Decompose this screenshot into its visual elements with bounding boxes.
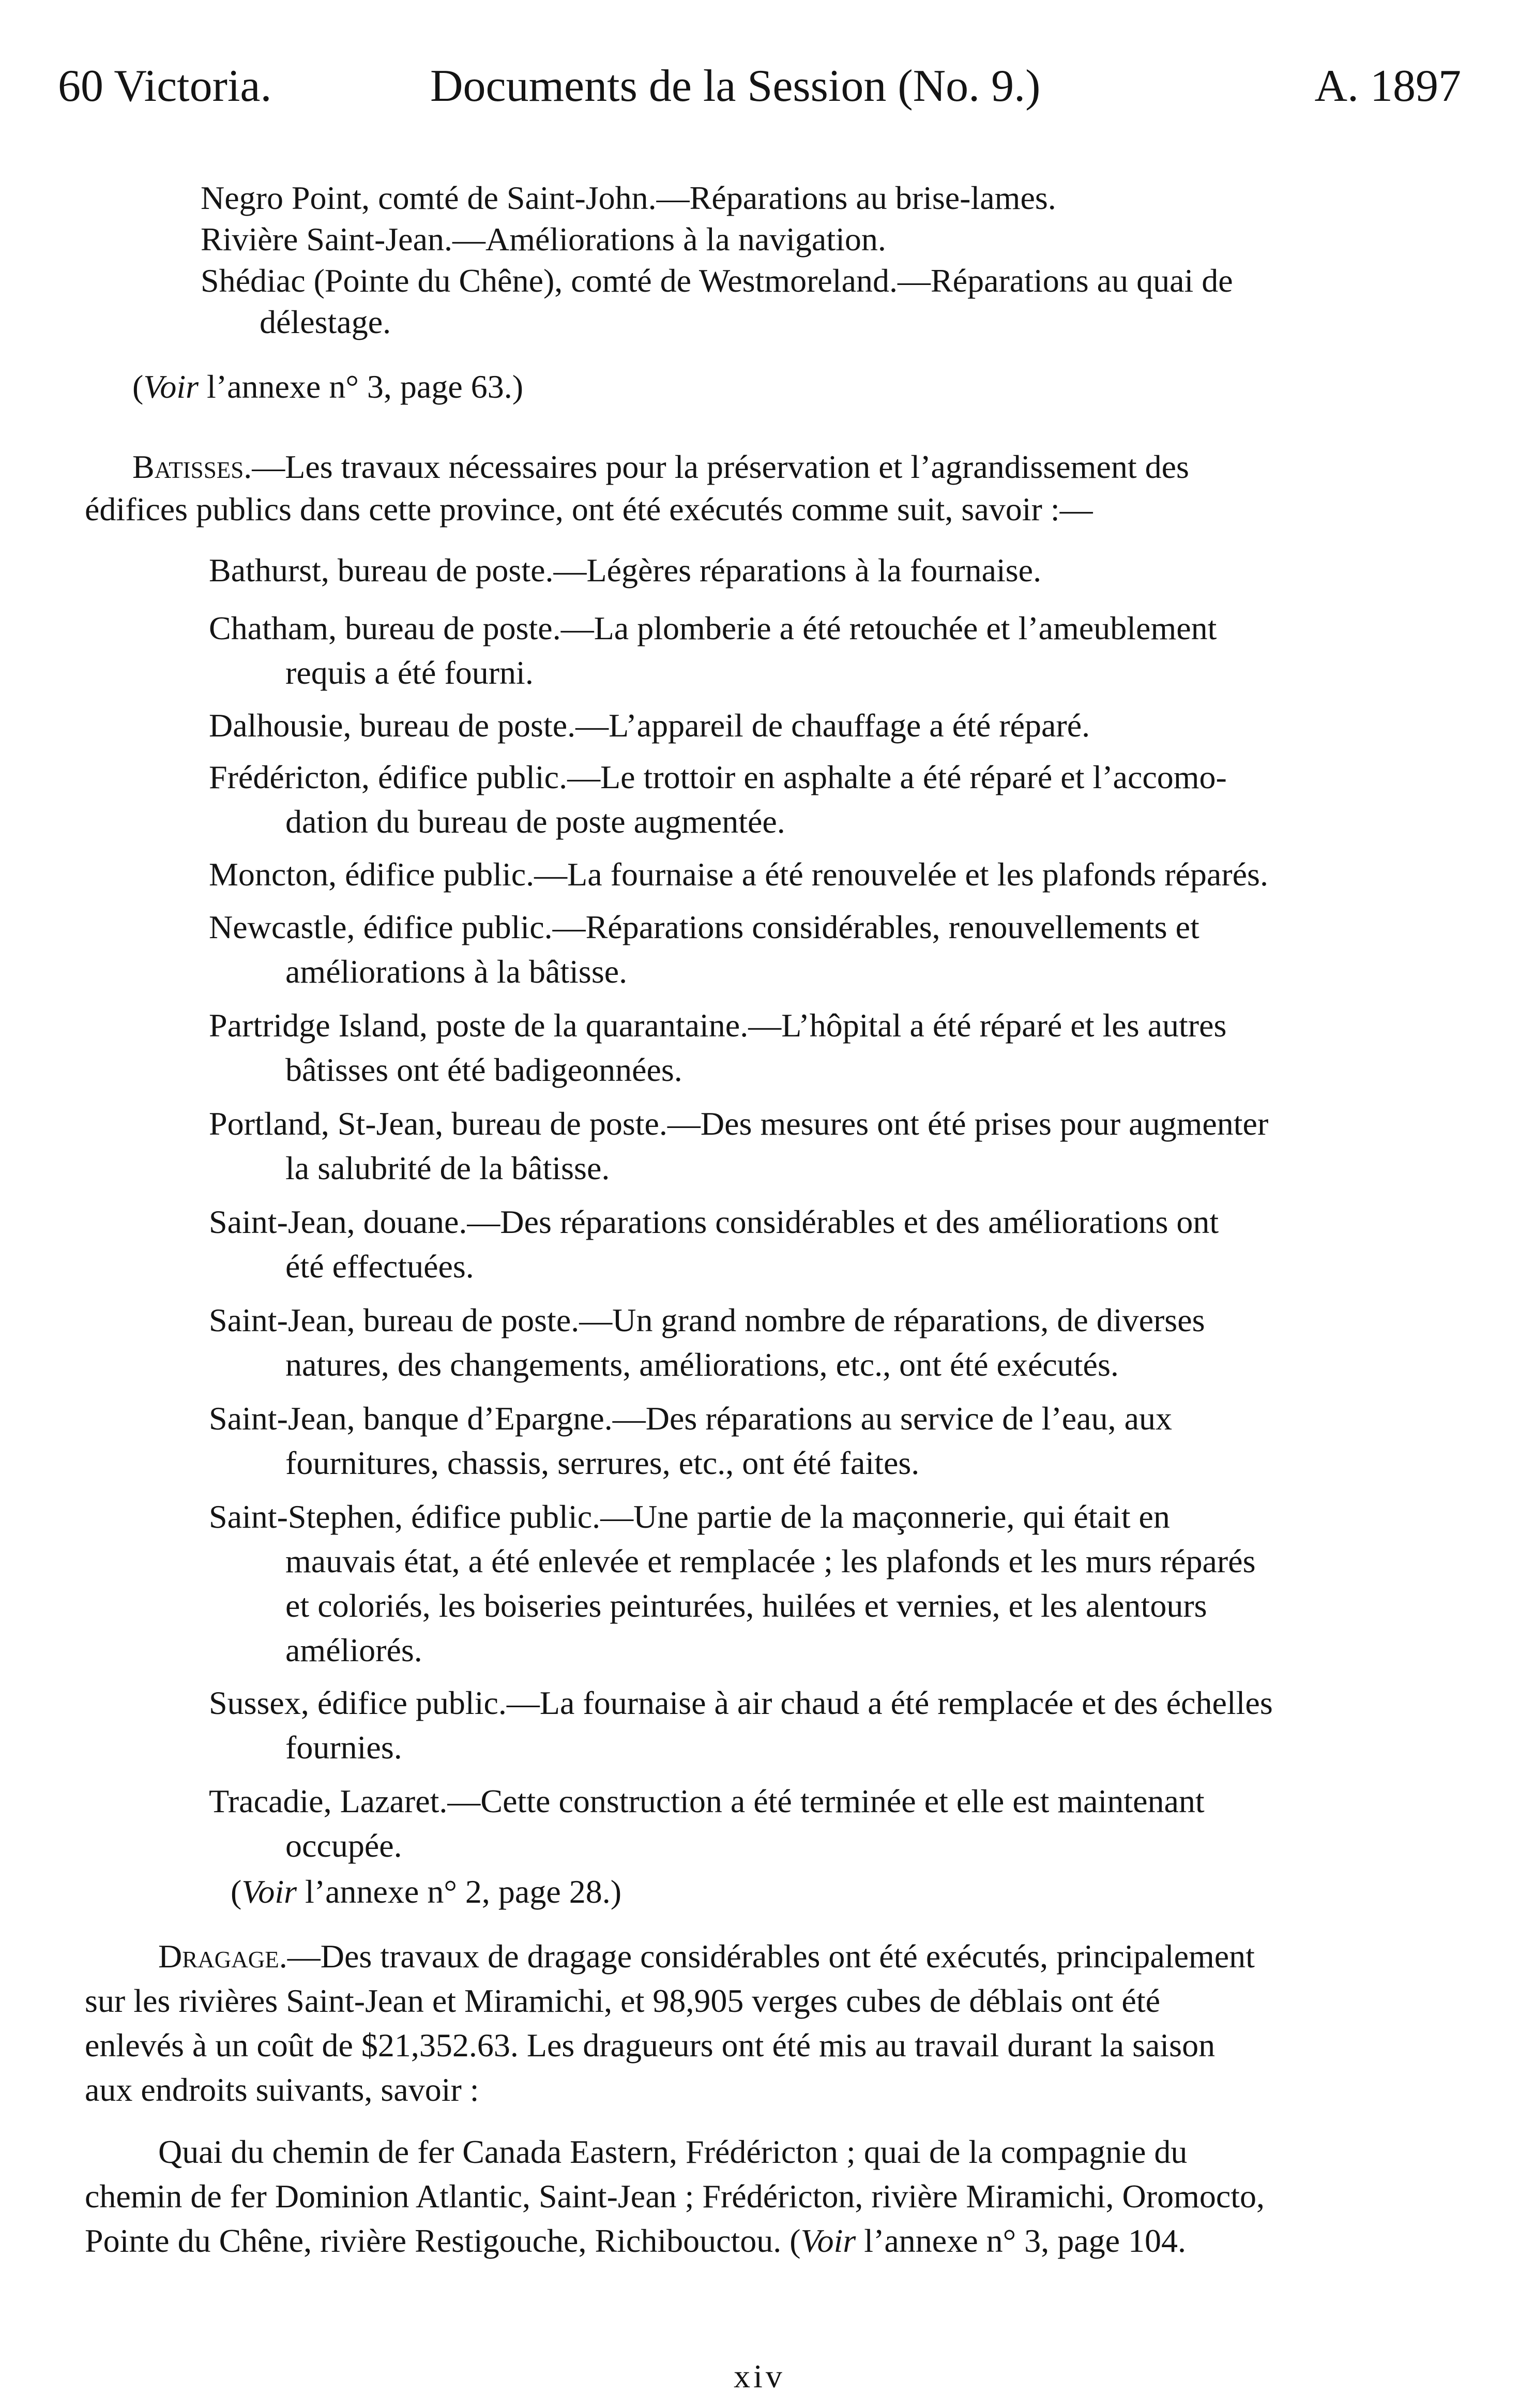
header-year: A. 1897 xyxy=(1314,61,1461,111)
list-item: Saint-Jean, douane.—Des réparations considérables et des améliorations ont été effectuées. xyxy=(209,1203,1219,1285)
annex-reference: (Voir l’annexe n° 2, page 28.) xyxy=(231,1873,622,1910)
dragage-line: enlevés à un coût de $21,352.63. Les dragueurs ont été mis au travail durant la saison xyxy=(85,2027,1216,2064)
list-item: Dalhousie, bureau de poste.—L’appareil de chauffage a été réparé. xyxy=(209,707,1090,744)
list-item: Moncton, édifice public.—La fournaise a été renouvelée et les plafonds réparés. xyxy=(209,856,1268,893)
page-number: xiv xyxy=(734,2358,785,2395)
list-item: Partridge Island, poste de la quarantaine.—L’hôpital a été réparé et les autres bâtisses ont été badigeonnées. xyxy=(209,1007,1227,1088)
annex-reference: (Voir l’annexe n° 3, page 63.) xyxy=(132,368,524,405)
list-item: Rivière Saint-Jean.—Améliorations à la navigation. xyxy=(201,221,886,258)
dredging-places: chemin de fer Dominion Atlantic, Saint-Jean ; Frédéricton, rivière Miramichi, Oromocto, xyxy=(85,2178,1265,2215)
voir-italic: Voir xyxy=(143,368,199,405)
list-item: Bathurst, bureau de poste.—Légères réparations à la fournaise. xyxy=(209,552,1042,589)
dredging-places: Quai du chemin de fer Canada Eastern, Frédéricton ; quai de la compagnie du xyxy=(158,2133,1188,2170)
list-item: Portland, St-Jean, bureau de poste.—Des mesures ont été prises pour augmenter la salubrité de la bâtisse. xyxy=(209,1105,1269,1186)
list-item: Newcastle, édifice public.—Réparations considérables, renouvellements et améliorations à la bâtisse. xyxy=(209,909,1199,990)
batisses-intro-cont: édifices publics dans cette province, ont été exécutés comme suit, savoir :— xyxy=(85,491,1093,528)
dragage-line: sur les rivières Saint-Jean et Miramichi, et 98,905 verges cubes de déblais ont été xyxy=(85,1982,1160,2019)
batisses-intro: Batisses.—Les travaux nécessaires pour la préservation et l’agrandissement des xyxy=(132,448,1189,485)
header-session-title: Documents de la Session (No. 9.) xyxy=(430,61,1041,111)
list-item: Tracadie, Lazaret.—Cette construction a été terminée et elle est maintenant occupée. xyxy=(209,1783,1205,1864)
list-item-continuation: délestage. xyxy=(260,304,391,340)
dragage-line: Dragage.—Des travaux de dragage considérables ont été exécutés, principalement xyxy=(158,1938,1255,1975)
section-heading: Dragage. xyxy=(158,1938,287,1975)
dragage-line: aux endroits suivants, savoir : xyxy=(85,2071,479,2108)
header-year-victoria: 60 Victoria. xyxy=(58,61,272,111)
dredging-places: Pointe du Chêne, rivière Restigouche, Richibouctou. (Voir l’annexe n° 3, page 104. xyxy=(85,2222,1186,2259)
list-item: Chatham, bureau de poste.—La plomberie a été retouchée et l’ameublement requis a été fourni. xyxy=(209,610,1217,691)
running-header xyxy=(58,58,1461,115)
list-item: Frédéricton, édifice public.—Le trottoir en asphalte a été réparé et l’accomo- dation du bureau de poste augmentée. xyxy=(209,759,1227,840)
list-item: Negro Point, comté de Saint-John.—Réparations au brise-lames. xyxy=(201,179,1056,216)
list-item: Saint-Jean, bureau de poste.—Un grand nombre de réparations, de diverses natures, des changements, améliorations, etc., ont été exécutés. xyxy=(209,1302,1205,1383)
list-item: Sussex, édifice public.—La fournaise à air chaud a été remplacée et des échelles fournies. xyxy=(209,1684,1273,1766)
voir-italic: Voir xyxy=(241,1873,297,1910)
list-item: Shédiac (Pointe du Chêne), comté de Westmoreland.—Réparations au quai de xyxy=(201,262,1233,299)
list-item: Saint-Jean, banque d’Epargne.—Des réparations au service de l’eau, aux fournitures, chassis, serrures, etc., ont été faites. xyxy=(209,1400,1172,1481)
list-item: Saint-Stephen, édifice public.—Une partie de la maçonnerie, qui était en mauvais état, a été enlevée et remplacée ; les plafonds et les murs réparés et coloriés, les boiseries peinturées, huilées et vernies, et les alentours améliorés. xyxy=(209,1498,1256,1668)
section-heading: Batisses. xyxy=(132,448,252,485)
voir-italic: Voir xyxy=(800,2222,856,2259)
